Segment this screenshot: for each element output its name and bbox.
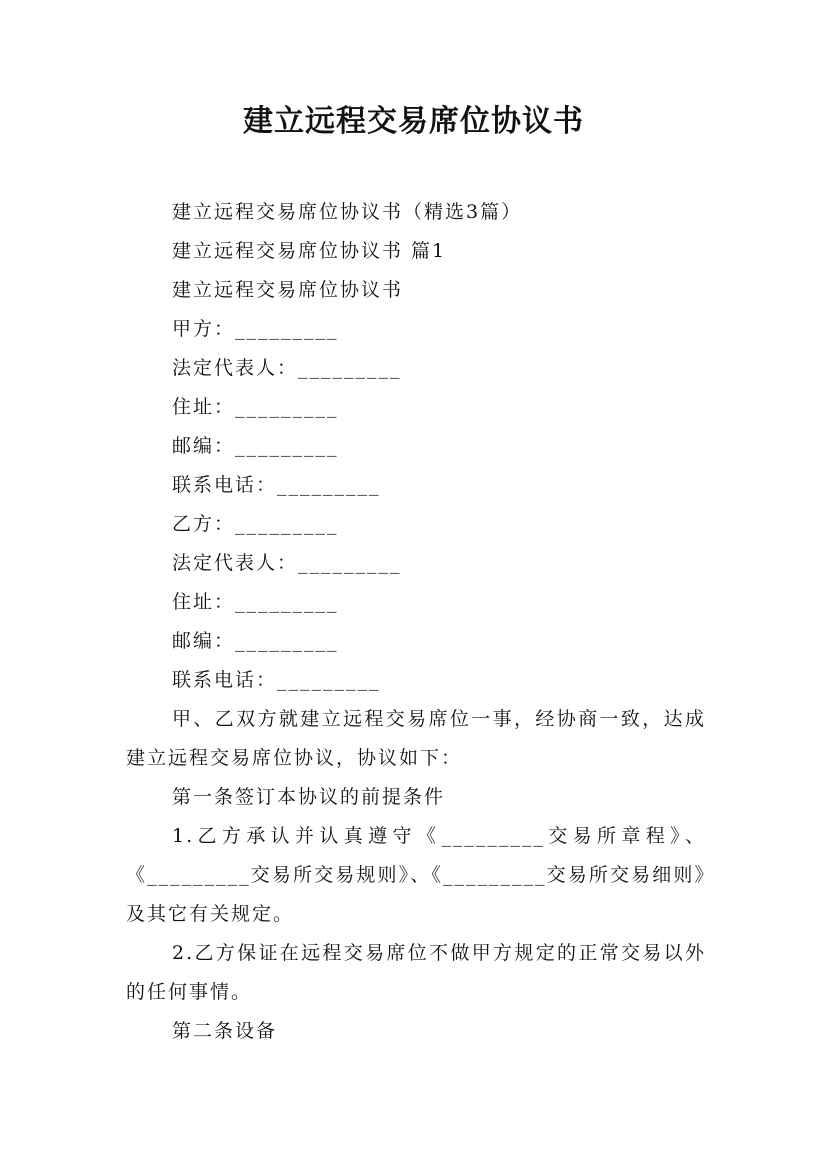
clause-1-paragraph: 1.乙方承认并认真遵守《_________交易所章程》、《_________交易所交易规则》、《_________交易所交易细则》及其它有关规定。 — [126, 825, 706, 925]
party-b-field: 乙方：_________ — [172, 513, 339, 535]
party-a-phone-field: 联系电话：_________ — [172, 474, 381, 496]
document-title: 建立远程交易席位协议书 — [243, 104, 584, 139]
party-b-address-field: 住址：_________ — [172, 591, 339, 613]
subtitle-selection: 建立远程交易席位协议书（精选3篇） — [172, 201, 523, 223]
party-a-address-field: 住址：_________ — [172, 396, 339, 418]
section-heading: 建立远程交易席位协议书 篇1 — [172, 240, 447, 262]
clause-2-paragraph: 2.乙方保证在远程交易席位不做甲方规定的正常交易以外的任何事情。 — [126, 942, 706, 1003]
article-1-heading: 第一条签订本协议的前提条件 — [172, 786, 446, 808]
party-b-representative-field: 法定代表人：_________ — [172, 552, 402, 574]
article-2-heading: 第二条设备 — [172, 1020, 278, 1042]
party-a-field: 甲方：_________ — [172, 318, 339, 340]
party-b-phone-field: 联系电话：_________ — [172, 669, 381, 691]
party-a-representative-field: 法定代表人：_________ — [172, 357, 402, 379]
agreement-name: 建立远程交易席位协议书 — [172, 279, 404, 301]
intro-paragraph: 甲、乙双方就建立远程交易席位一事，经协商一致，达成建立远程交易席位协议，协议如下： — [126, 708, 706, 769]
party-a-postcode-field: 邮编：_________ — [172, 435, 339, 457]
party-b-postcode-field: 邮编：_________ — [172, 630, 339, 652]
